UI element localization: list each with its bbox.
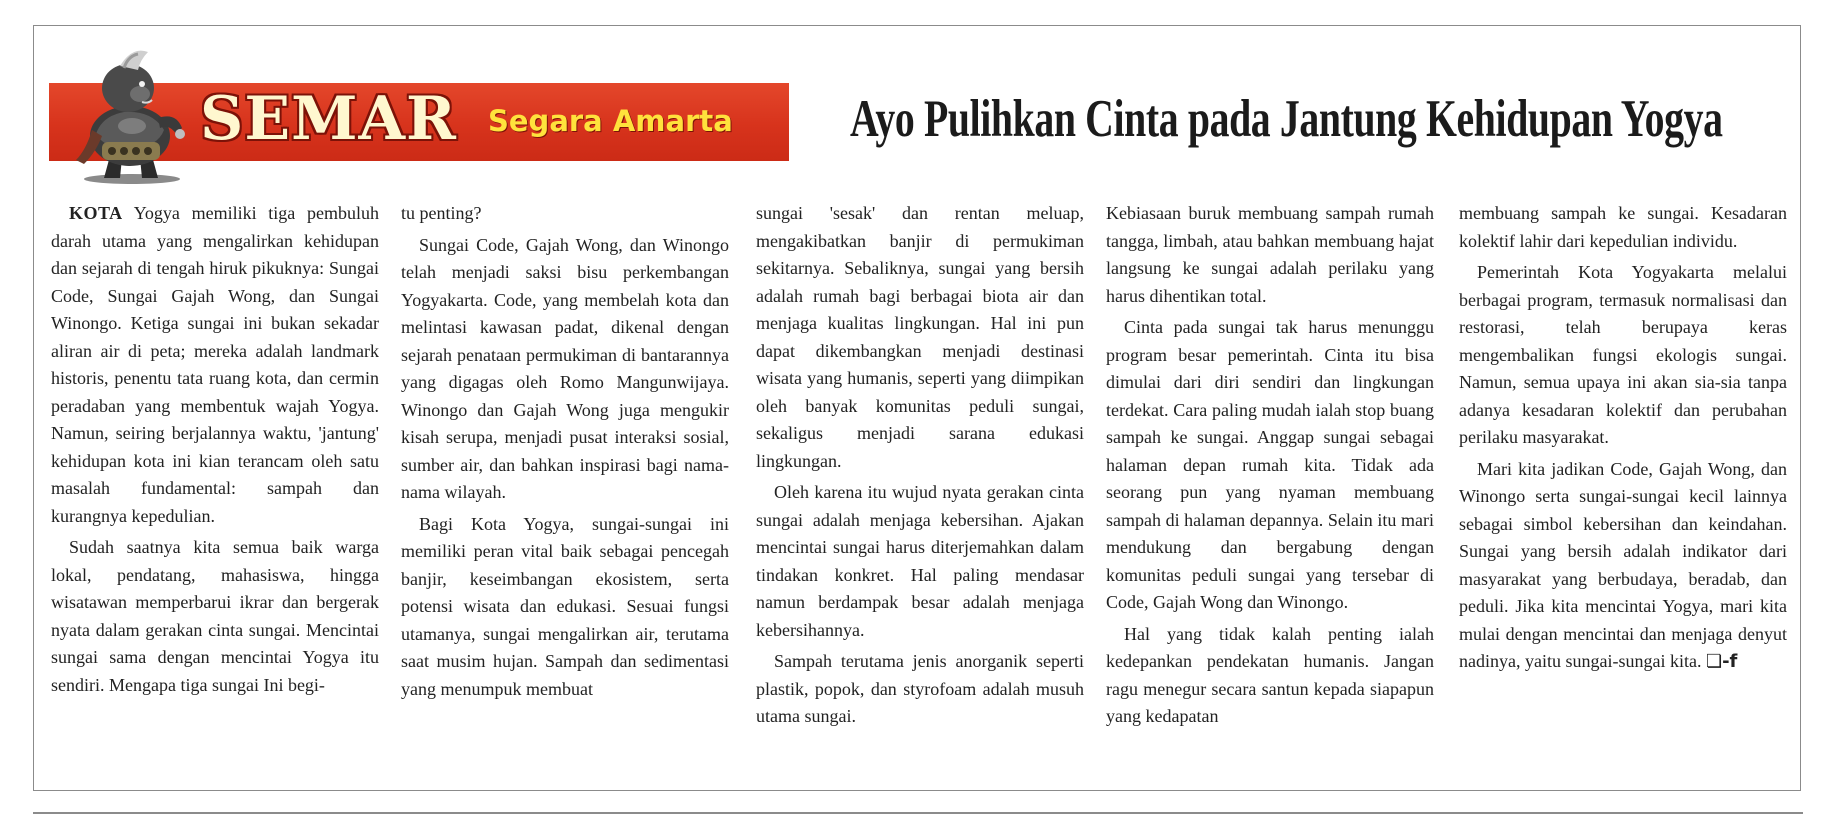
headline: Ayo Pulihkan Cinta pada Jantung Kehidupan Yogya (850, 90, 1723, 148)
paragraph: Hal yang tidak kalah penting ialah kedepankan pendekatan humanis. Jangan ragu menegur secara santun kepada siapapun yang kedapatan (1106, 623, 1434, 726)
paragraph: Bagi Kota Yogya, sungai-sungai ini memiliki peran vital baik sebagai pencegah banjir, keseimbangan ekosistem, serta potensi wisata dan edukasi. Sesuai fungsi utamanya, sungai mengalirkan air, terutama saat musim hujan. Sampah dan sedimentasi yang menumpuk membuat (401, 513, 729, 699)
paragraph: Cinta pada sungai tak harus menunggu program besar pemerintah. Cinta itu bisa dimulai dari diri sendiri dan lingkungan terdekat. Cara paling mudah ialah stop buang sampah ke sungai. Anggap sungai sebagai halaman depan rumah kita. Tidak ada seorang pun yang nyaman membuang sampah di halaman depannya. Selain itu mari mendukung dan bergabung dengan komunitas peduli sungai yang tersebar di Code, Gajah Wong dan Winongo. (1106, 317, 1434, 612)
article-body (51, 200, 1787, 770)
paragraph: tu penting? (401, 203, 482, 223)
paragraph: Oleh karena itu wujud nyata gerakan cinta sungai adalah menjaga kebersihan. Ajakan mencintai sungai harus diterjemahkan dalam tindakan konkret. Hal paling mendasar namun berdampak besar adalah menjaga kebersihannya. (756, 482, 1084, 640)
bottom-rule (33, 812, 1803, 814)
paragraph: Pemerintah Kota Yogyakarta melalui berbagai program, termasuk normalisasi dan restorasi, telah berupaya keras mengembalikan fungsi ekologis sungai. Namun, semua upaya ini akan sia-sia tanpa adanya kesadaran kolektif dan perubahan perilaku masyarakat. (1459, 262, 1787, 447)
article-column-1 (51, 200, 379, 699)
rubric-title: SEMAR (200, 84, 457, 154)
end-mark: ❏-f (1705, 651, 1738, 672)
paragraph: membuang sampah ke sungai. Kesadaran kolektif lahir dari kepedulian individu. (1459, 203, 1787, 251)
article-column-5 (1459, 200, 1787, 676)
article-column-2 (401, 200, 729, 703)
wayang-semar-icon (62, 38, 196, 186)
paragraph (1459, 456, 1787, 676)
paragraph: Sungai Code, Gajah Wong, dan Winongo telah menjadi saksi bisu perkembangan Yogyakarta. Code, yang membelah kota dan melintasi kawasan padat, dikenal dengan sejarah penataan permukiman di bantarannya yang digagas oleh Romo Mangunwijaya. Winongo dan Gajah Wong juga mengukir kisah serupa, menjadi pusat interaksi sosial, sumber air, dan bahkan inspirasi bagi nama-nama wilayah. (401, 234, 729, 502)
paragraph-text: Yogya memiliki tiga pembuluh darah utama yang mengalirkan kehidupan dan sejarah di tengah hiruk pikuknya: Sungai Code, Sungai Gajah Wong, dan Sungai Winongo. Ketiga sungai ini bukan sekadar aliran air di peta; mereka adalah landmark historis, penentu tata ruang kota, dan cermin peradaban yang membentuk wajah Yogya. Namun, seiring berjalannya waktu, 'jantung' kehidupan kota ini kian terancam oleh satu masalah fundamental: sampah dan kurangnya kepedulian. (51, 203, 379, 526)
rubric-subtitle: Segara Amarta (488, 104, 733, 138)
paragraph: Sudah saatnya kita semua baik warga lokal, pendatang, mahasiswa, hingga wisatawan memperbarui ikrar dan bergerak nyata dalam gerakan cinta sungai. Mencintai sungai sama dengan mencintai Yogya itu sendiri. Mengapa tiga sungai Ini begi- (51, 537, 379, 695)
article-column-3 (756, 200, 1084, 731)
paragraph (51, 200, 379, 530)
paragraph: Kebiasaan buruk membuang sampah rumah tangga, limbah, atau bahkan membuang hajat langsung ke sungai adalah perilaku yang harus dihentikan total. (1106, 203, 1434, 306)
paragraph-text: Mari kita jadikan Code, Gajah Wong, dan Winongo serta sungai-sungai kecil lainnya sebagai simbol kebersihan dan keindahan. Sungai yang bersih adalah indikator dari masyarakat yang berbudaya, beradab, dan peduli. Jika kita mencintai Yogya, mari kita mulai dengan mencintai dan menjaga denyut nadinya, yaitu sungai-sungai kita. (1459, 458, 1787, 671)
lead-word: KOTA (69, 203, 123, 223)
paragraph: Sampah terutama jenis anorganik seperti plastik, popok, dan styrofoam adalah musuh utama sungai. (756, 651, 1084, 726)
paragraph: sungai 'sesak' dan rentan meluap, mengakibatkan banjir di permukiman sekitarnya. Sebaliknya, sungai yang bersih adalah rumah bagi berbagai biota air dan menjaga kualitas lingkungan. Hal ini pun dapat dikembangkan menjadi destinasi wisata yang humanis, seperti yang diimpikan oleh banyak komunitas peduli sungai, sekaligus menjadi sarana edukasi lingkungan. (756, 203, 1084, 471)
article-column-4 (1106, 200, 1434, 731)
